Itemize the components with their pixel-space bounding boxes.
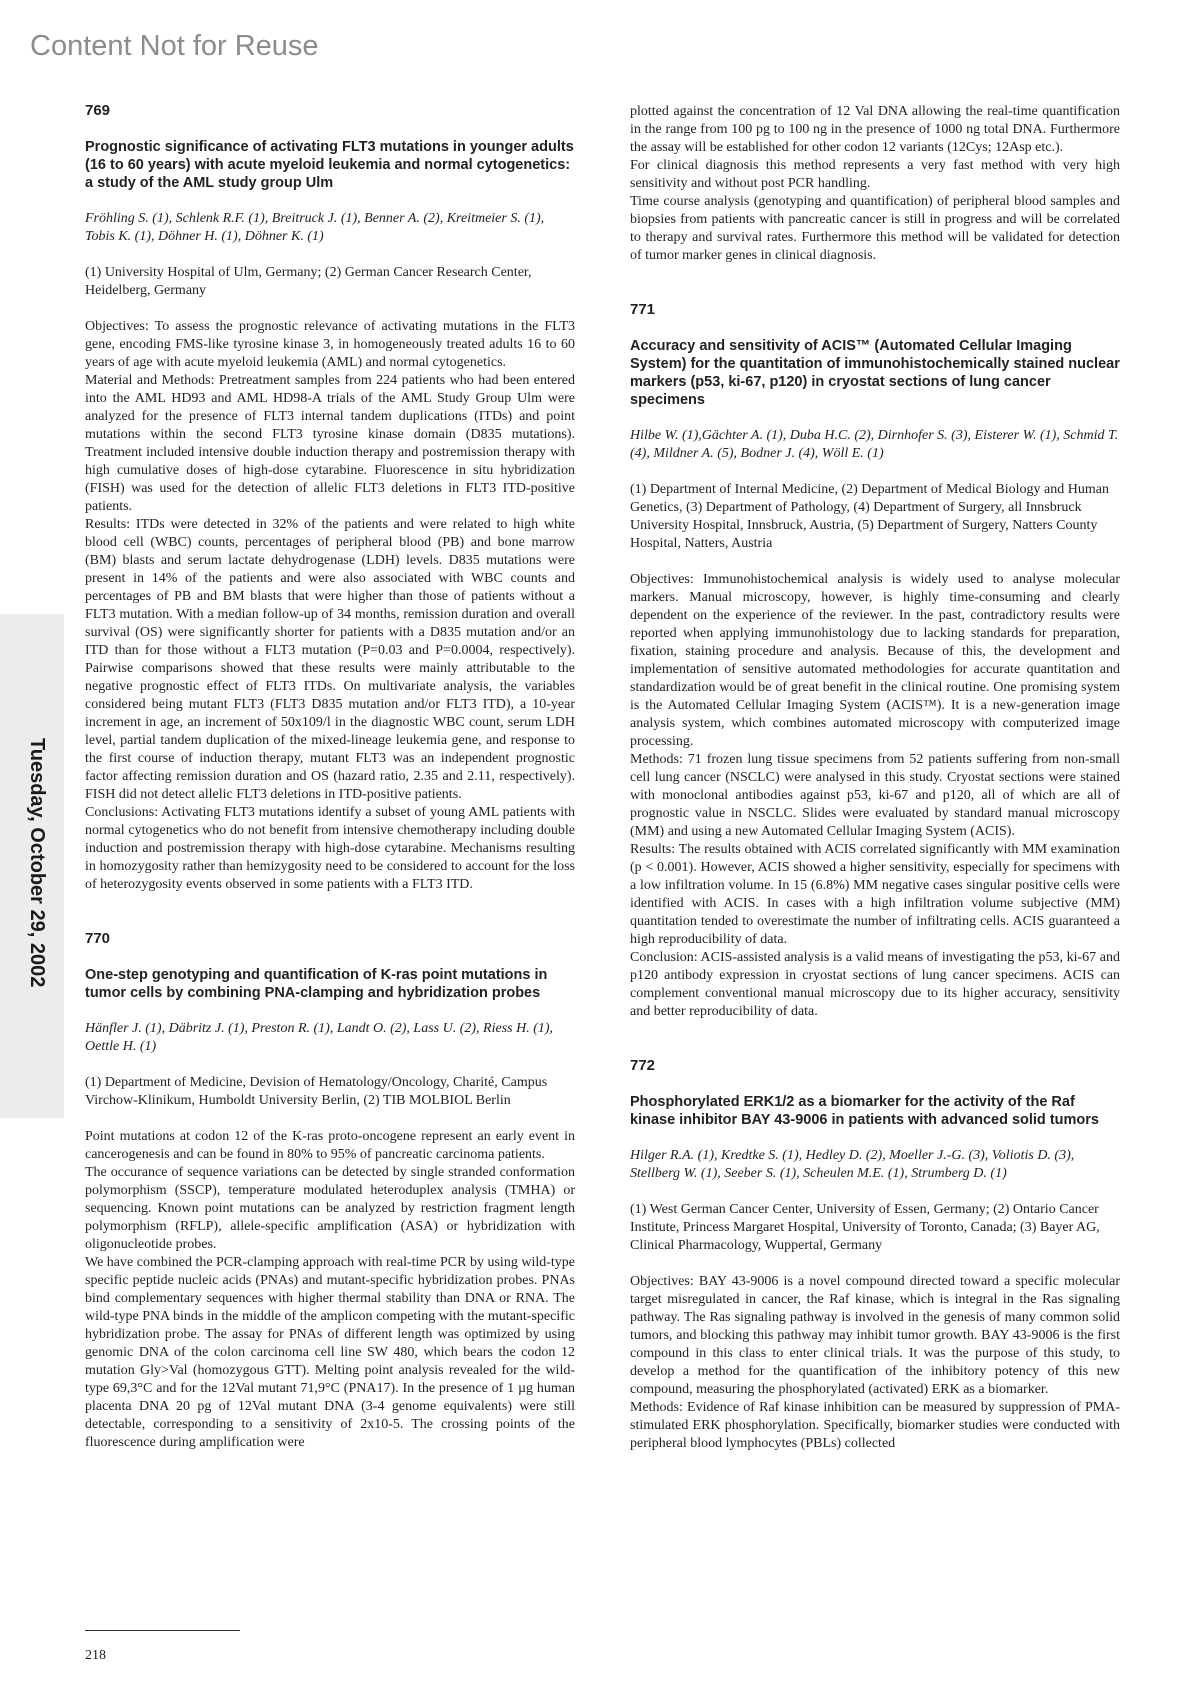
abstract-771 <box>630 301 1120 1021</box>
abstract-number: 769 <box>85 102 111 119</box>
abstract-paragraph: We have combined the PCR-clamping approach with real-time PCR by using wild-type specific peptide nucleic acids (PNAs) and mutant-specific hybridization probes. PNAs bind complementary sequences with higher thermal stability than DNA or RNA. The wild-type PNA binds in the middle of the amplicon competing with the mutant-specific hybridization probe. The assay for PNAs of different length was optimized by using genomic DNA of the colon carcinoma cell line SW 480, which bears the codon 12 mutation Gly>Val (homozygous GTT). Melting point analysis revealed for the wild-type 69,3°C and for the 12Val mutant 71,9°C (PNA17). In the presence of 1 µg human placenta DNA 20 pg of 12Val mutant DNA (3-4 genome equivalents) were still detectable, corresponding to a sensitivity of 2x10-5. The crossing points of the fluorescence during amplification were <box>85 1255 575 1450</box>
abstract-authors: Hänfler J. (1), Däbritz J. (1), Preston R. (1), Landt O. (2), Lass U. (2), Riess H. (1), Oettle H. (1) <box>85 1021 554 1054</box>
abstract-affiliations: (1) Department of Internal Medicine, (2) Department of Medical Biology and Human Genetics, (3) Department of Pathology, (4) Department of Surgery, all Innsbruck University Hospital, Innsbruck, Austria, (5) Department of Surgery, Natters County Hospital, Natters, Austria <box>630 482 1109 551</box>
abstract-affiliations: (1) University Hospital of Ulm, Germany; (2) German Cancer Research Center, Heidelberg, Germany <box>85 265 532 298</box>
abstract-authors: Hilger R.A. (1), Kredtke S. (1), Hedley D. (2), Moeller J.-G. (3), Voliotis D. (3), Stellberg W. (1), Seeber S. (1), Scheulen M.E. (1), Strumberg D. (1) <box>630 1148 1075 1181</box>
abstract-number: 772 <box>630 1057 656 1074</box>
abstract-number: 771 <box>630 301 656 318</box>
abstract-paragraph: Point mutations at codon 12 of the K-ras proto-oncogene represent an early event in cancerogenesis and can be found in 80% to 95% of pancreatic carcinoma patients. <box>85 1129 575 1162</box>
abstract-title: Prognostic significance of activating FLT3 mutations in younger adults (16 to 60 years) with acute myeloid leukemia and normal cytogenetics: a study of the AML study group Ulm <box>85 139 574 191</box>
abstract-paragraph: Methods: Evidence of Raf kinase inhibition can be measured by suppression of PMA-stimulated ERK phosphorylation. Specifically, biomarker studies were conducted with peripheral blood lymphocytes (PBLs) collected <box>630 1400 1120 1451</box>
abstract-number: 770 <box>85 930 111 947</box>
page-number: 218 <box>85 1648 106 1663</box>
abstract-paragraph: Time course analysis (genotyping and quantification) of peripheral blood samples and biopsies from patients with pancreatic cancer is still in progress and will be correlated to therapy and survival rates. Furthermore this method will be validated for detection of tumor marker genes in clinical diagnosis. <box>630 194 1120 263</box>
abstract-authors: Hilbe W. (1),Gächter A. (1), Duba H.C. (2), Dirnhofer S. (3), Eisterer W. (1), Schmid T. (4), Mildner A. (5), Bodner J. (4), Wöll E. (1) <box>630 428 1119 461</box>
side-date-text: Tuesday, October 29, 2002 <box>26 738 48 988</box>
abstract-title: One-step genotyping and quantification of K-ras point mutations in tumor cells by combining PNA-clamping and hybridization probes <box>85 967 548 1001</box>
abstract-paragraph: Material and Methods: Pretreatment samples from 224 patients who had been entered into the AML HD93 and AML HD98-A trials of the AML Study Group Ulm were analyzed for the presence of FLT3 internal tandem duplications (ITDs) and point mutations within the second FLT3 tyrosine kinase domain (D835 mutations). Treatment included intensive double induction therapy and postremission therapy with high cumulative doses of high-dose cytarabine. Fluorescence in situ hybridization (FISH) was used for the detection of allelic FLT3 deletions in FLT3 ITD-positive patients. <box>85 373 575 514</box>
abstract-title: Phosphorylated ERK1/2 as a biomarker for the activity of the Raf kinase inhibitor BAY 43-9006 in patients with advanced solid tumors <box>630 1094 1099 1128</box>
abstract-authors: Fröhling S. (1), Schlenk R.F. (1), Breitruck J. (1), Benner A. (2), Kreitmeier S. (1), Tobis K. (1), Döhner H. (1), Döhner K. (1) <box>85 211 545 244</box>
right-column <box>630 103 1120 1453</box>
abstract-paragraph: plotted against the concentration of 12 Val DNA allowing the real-time quantification in the range from 100 pg to 100 ng in the presence of 1000 ng total DNA. Furthermore the assay will be established for other codon 12 variants (12Cys; 12Asp etc.). <box>630 104 1120 155</box>
abstract-title: Accuracy and sensitivity of ACIS™ (Automated Cellular Imaging System) for the quantitation of immunohistochemically stained nuclear markers (p53, ki-67, p120) in cryostat sections of lung cancer specimens <box>630 338 1120 408</box>
abstract-paragraph: Conclusions: Activating FLT3 mutations identify a subset of young AML patients with normal cytogenetics who do not benefit from intensive chemotherapy including double induction and postremission therapy with high-dose cytarabine. Mechanisms resulting in homozygosity rather than hemizygosity need to be considered to account for the loss of heterozygosity events observed in some patients with a FLT3 ITD. <box>85 805 575 892</box>
abstract-paragraph: Objectives: To assess the prognostic relevance of activating mutations in the FLT3 gene, encoding FMS-like tyrosine kinase 3, in homogeneously treated adults 16 to 60 years of age with acute myeloid leukemia (AML) and normal cytogenetics. <box>85 319 575 370</box>
abstract-paragraph: Results: ITDs were detected in 32% of the patients and were related to high white blood cell (WBC) counts, percentages of peripheral blood (PB) and bone marrow (BM) blasts and serum lactate dehydrogenase (LDH) levels. D835 mutations were present in 14% of the patients and were also associated with WBC counts and percentages of PB and BM blasts that were higher than those of patients without a FLT3 mutation. With a median follow-up of 34 months, remission duration and overall survival (OS) were significantly shorter for patients with a D835 mutation and/or an ITD than for those without a FLT3 mutation (P=0.03 and P=0.0004, respectively). Pairwise comparisons showed that these results were mainly attributable to the negative prognostic effect of FLT3 ITDs. On multivariate analysis, the variables considered being mutant FLT3 (FLT3 D835 mutation and/or FLT3 ITD), a 10-year increment in age, an increment of 50x109/l in the diagnostic WBC count, serum LDH level, partial tandem duplication of the mixed-lineage leukemia gene, and response to the first course of induction therapy, mutant FLT3 was an independent prognostic factor affecting remission duration and OS (hazard ratio, 2.35 and 2.11, respectively). FISH did not detect allelic FLT3 deletions in ITD-positive patients. <box>85 517 575 802</box>
abstract-paragraph: Conclusion: ACIS-assisted analysis is a valid means of investigating the p53, ki-67 and p120 antibody expression in cryostat sections of lung cancer specimens. ACIS can complement conventional manual microscopy due to its higher accuracy, sensitivity and better reproducibility of data. <box>630 950 1120 1019</box>
left-column <box>85 102 575 1452</box>
abstract-paragraph: Objectives: BAY 43-9006 is a novel compound directed toward a specific molecular target misregulated in cancer, the Raf kinase, which is integral in the Ras signaling pathway. The Ras signaling pathway is involved in the genesis of many common solid tumors, and blocking this pathway may inhibit tumor growth. BAY 43-9006 is the first compound in this class to enter clinical trials. It was the purpose of this study, to develop a method for the quantification of the inhibitory potency of this new compound, measuring the phosphorylated (activated) ERK as a biomarker. <box>630 1274 1120 1397</box>
abstract-paragraph: Results: The results obtained with ACIS correlated significantly with MM examination (p < 0.001). However, ACIS showed a higher sensitivity, especially for specimens with a low infiltration volume. In 15 (6.8%) MM negative cases singular positive cells were identified with ACIS. In cases with a high infiltration volume subjective (MM) quantitation tended to overestimate the number of infiltrating cells. ACIS guaranteed a high reproducibility of data. <box>630 842 1120 947</box>
abstract-770 <box>85 930 575 1452</box>
abstract-affiliations: (1) West German Cancer Center, University of Essen, Germany; (2) Ontario Cancer Institute, Princess Margaret Hospital, University of Toronto, Canada; (3) Bayer AG, Clinical Pharmacology, Wuppertal, Germany <box>630 1202 1100 1253</box>
abstract-paragraph: For clinical diagnosis this method represents a very fast method with very high sensitivity and without post PCR handling. <box>630 158 1120 191</box>
abstract-772 <box>630 1057 1120 1453</box>
watermark-text: Content Not for Reuse <box>30 30 319 62</box>
abstract-769 <box>85 102 575 894</box>
abstract-affiliations: (1) Department of Medicine, Devision of Hematology/Oncology, Charité, Campus Virchow-Klinikum, Humboldt University Berlin, (2) TIB MOLBIOL Berlin <box>85 1075 548 1108</box>
abstract-paragraph: The occurance of sequence variations can be detected by single stranded conformation polymorphism (SSCP), temperature modulated heteroduplex analysis (TMHA) or sequencing. Known point mutations can be analyzed by restriction fragment length polymorphism (RFLP), allele-specific amplification (ASA) or hybridization with oligonucleotide probes. <box>85 1165 575 1252</box>
abstract-paragraph: Objectives: Immunohistochemical analysis is widely used to analyse molecular markers. Manual microscopy, however, is highly time-consuming and clearly dependent on the experience of the reviewer. In the past, contradictory results were reported when applying immunohistology due to lacking standards for preparation, fixation, staining procedure and analysis. Because of this, the development and implementation of sensitive automated methodologies for accurate quantitation and standardization would be of great benefit in the clinical routine. One promising system is the Automated Cellular Imaging System (ACIS™). It is a new-generation image analysis system, which combines automated microscopy with computerized image processing. <box>630 572 1120 749</box>
footnote-rule <box>85 1630 240 1631</box>
abstract-770-continuation <box>630 103 1120 265</box>
abstract-paragraph: Methods: 71 frozen lung tissue specimens from 52 patients suffering from non-small cell lung cancer (NSCLC) were analysed in this study. Cryostat sections were stained with monoclonal antibodies against p53, ki-67 and p120, all of which are all of prognostic value in NSCLC. Slides were evaluated by standard manual microscopy (MM) and using a new Automated Cellular Imaging System (ACIS). <box>630 752 1120 839</box>
